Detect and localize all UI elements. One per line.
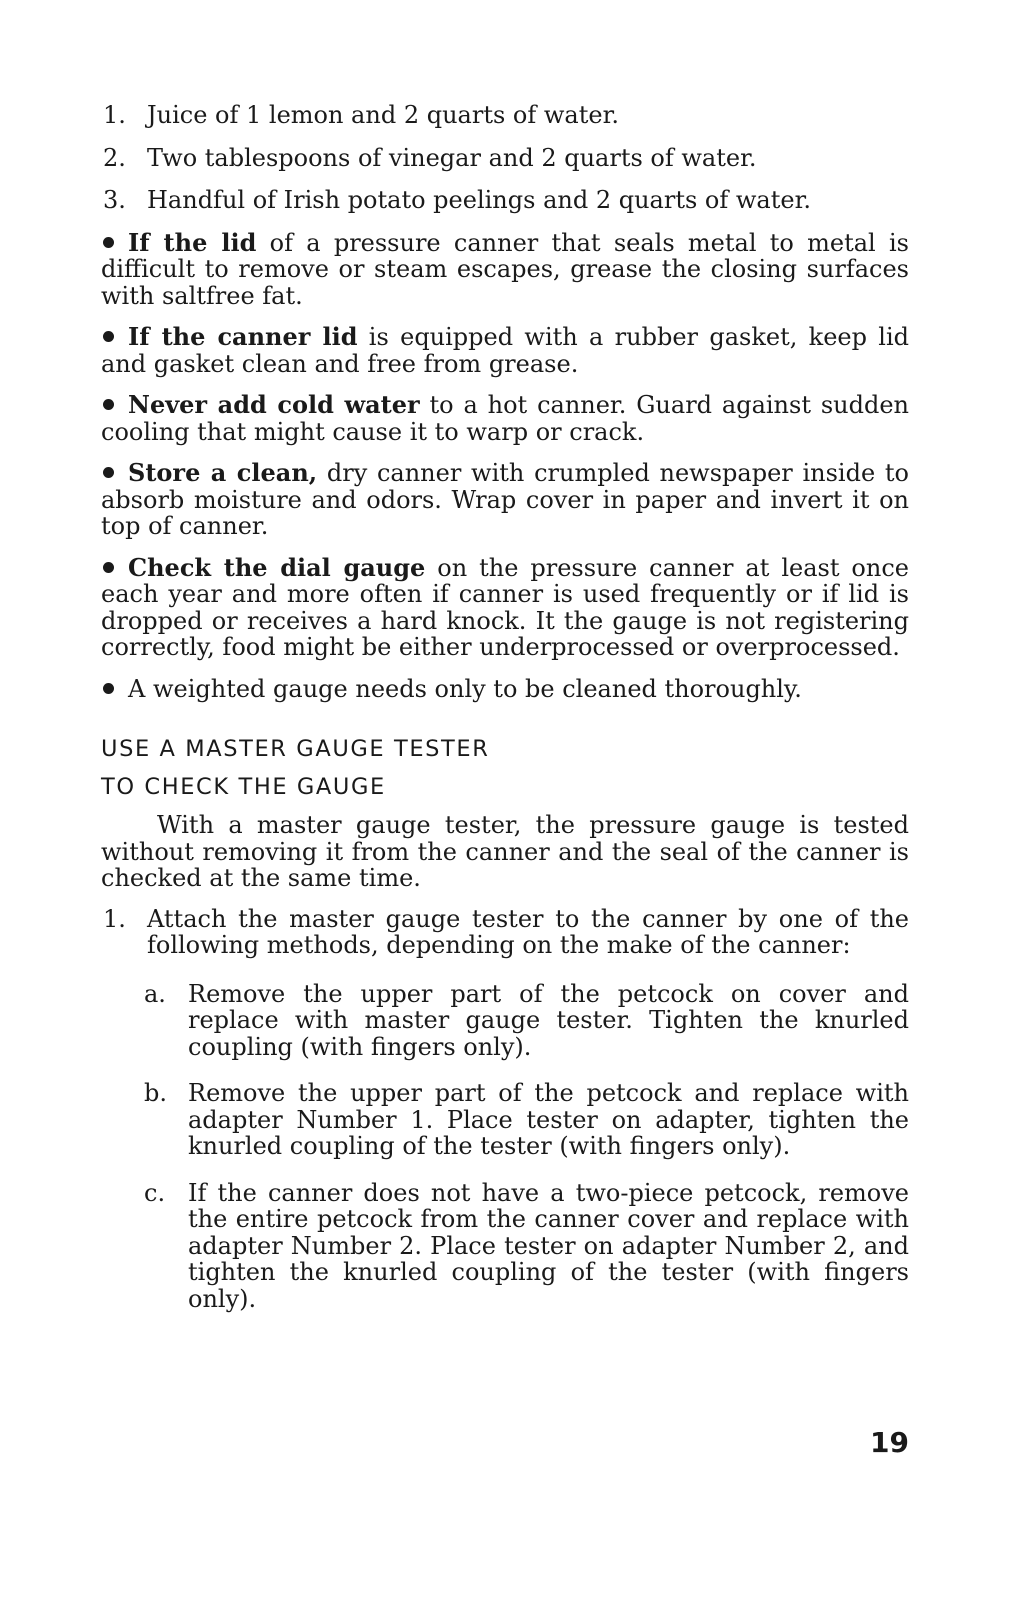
section-intro: With a master gauge tester, the pressure gauge is tested without removing it from the canner and the seal of the canner is checked at the same time. (101, 811, 909, 892)
section-heading-line2: TO CHECK THE GAUGE (101, 774, 386, 800)
bullet-icon (103, 683, 114, 694)
step-item: 1. Attach the master gauge tester to the canner by one of the following methods, depending on the make of the canner: (103, 904, 909, 959)
bullet-icon (103, 467, 114, 478)
bullet-icon (103, 399, 114, 410)
list-item: 2. Two tablespoons of vinegar and 2 quarts of water. (103, 143, 757, 172)
bullet-icon (103, 331, 114, 342)
page-number: 19 (870, 1426, 909, 1459)
substep-item: a. Remove the upper part of the petcock on cover and replace with master gauge tester. Tighten the knurled coupling (with fingers only). (144, 979, 909, 1061)
substep-item: b. Remove the upper part of the petcock and replace with adapter Number 1. Place tester on adapter, tighten the knurled coupling of the tester (with fingers only). (144, 1079, 909, 1160)
list-item: 3. Handful of Irish potato peelings and 2 quarts of water. (103, 186, 812, 214)
bullet-item: If the canner lid is equipped with a rubber gasket, keep lid and gasket clean and free from grease. (101, 322, 909, 378)
section-heading (101, 730, 909, 806)
bullet-item: Store a clean, dry canner with crumpled newspaper inside to absorb moisture and odors. Wrap cover in paper and invert it on top of canner. (101, 458, 909, 540)
bullet-icon (103, 237, 114, 248)
substep-item: c. If the canner does not have a two-piece petcock, remove the entire petcock from the canner cover and replace with adapter Number 2. Place tester on adapter Number 2, and tighten the knurled coupling of the tester (with fingers only). (144, 1178, 909, 1313)
remedy-list (101, 102, 909, 214)
bullet-item: A weighted gauge needs only to be cleaned thoroughly. (101, 676, 909, 703)
page-content (101, 102, 909, 1332)
section-heading-line1: USE A MASTER GAUGE TESTER (101, 736, 490, 762)
bullet-list (101, 227, 909, 703)
substep-list (101, 981, 909, 1313)
bullet-icon (103, 562, 114, 573)
bullet-item: Never add cold water to a hot canner. Guard against sudden cooling that might cause it to warp or crack. (101, 390, 909, 446)
list-item: 1. Juice of 1 lemon and 2 quarts of water. (103, 101, 620, 129)
bullet-item: Check the dial gauge on the pressure canner at least once each year and more often if canner is used frequently or if lid is dropped or receives a hard knock. It the gauge is not registering correctly, food might be either underprocessed or overprocessed. (101, 552, 909, 661)
bullet-item: If the lid of a pressure canner that seals metal to metal is difficult to remove or steam escapes, grease the closing surfaces with saltfree fat. (101, 227, 909, 310)
